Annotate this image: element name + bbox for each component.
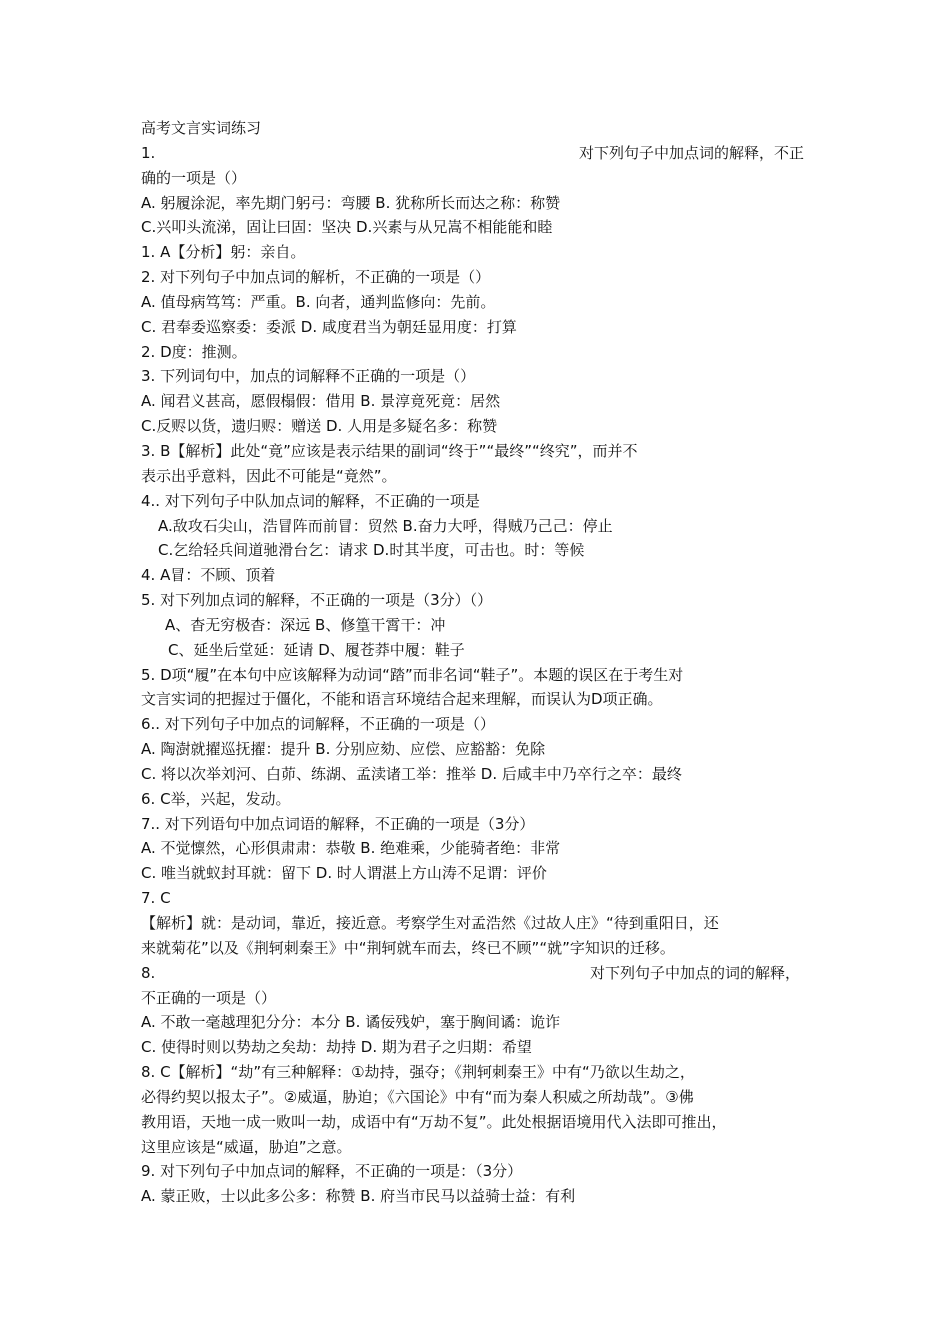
option-line: C、延坐后堂延：延请 D、履苍莽中履：鞋子 <box>168 640 465 659</box>
option-line: C. 君奉委巡察委：委派 D. 咸度君当为朝廷显用度：打算 <box>141 317 517 336</box>
answer-line: 8. C【解析】“劫”有三种解释：①劫持，强夺；《荆轲刺秦王》中有“乃欲以生劫之， <box>141 1063 695 1082</box>
option-line: C.兴叩头流涕，固让曰固：坚决 D.兴素与从兄嵩不相能能和睦 <box>141 218 553 237</box>
text-line: 确的一项是（） <box>141 168 247 187</box>
question-8-header <box>141 961 800 986</box>
answer-line: 3. B【解析】此处“竟”应该是表示结果的副词“终于”“最终”“终究”，而并不 <box>141 441 638 460</box>
answer-line: 表示出乎意料，因此不可能是“竟然”。 <box>141 466 397 485</box>
option-line: C. 唯当就蚁封耳就：留下 D. 时人谓湛上方山涛不足谓：评价 <box>141 864 547 883</box>
option-line: A. 蒙正败，士以此多公多：称赞 B. 府当市民马以益骑士益：有利 <box>141 1187 576 1206</box>
question-line: 9. 对下列句子中加点词的解释，不正确的一项是：（3分） <box>141 1162 523 1181</box>
option-line: A. 闻君义甚高，愿假榻假：借用 B. 景淳竟死竟：居然 <box>141 392 501 411</box>
document-title: 高考文言实词练习 <box>141 119 262 137</box>
answer-line: 这里应该是“威逼，胁迫”之意。 <box>141 1137 352 1156</box>
question-number: 8. <box>141 963 156 982</box>
question-line: 5. 对下列加点词的解释，不正确的一项是（3分）（） <box>141 591 493 610</box>
answer-line: 教用语，天地一成一败叫一劫，成语中有“万劫不复”。此处根据语境用代入法即可推出， <box>141 1112 727 1131</box>
option-line: A、杳无穷极杳：深远 B、修篁干霄干：冲 <box>165 615 446 634</box>
option-line: A. 不敢一毫越理犯分分：本分 B. 谲佞残妒，塞于胸间谲：诡诈 <box>141 1013 561 1032</box>
option-line: C. 将以次举刘河、白茆、练湖、孟渎诸工举：推举 D. 后咸丰中乃卒行之卒：最终 <box>141 764 682 783</box>
answer-line: 7. C <box>141 889 171 908</box>
option-line: A. 值母病笃笃：严重。B. 向者，通判监修向：先前。 <box>141 292 496 311</box>
answer-line: 来就菊花”以及《荆轲刺秦王》中“荆轲就车而去，终已不顾”“就”字知识的迁移。 <box>141 938 675 957</box>
document-body <box>141 116 811 1209</box>
answer-line: 1. A【分析】躬：亲自。 <box>141 243 306 262</box>
option-line: C. 使得时则以势劫之矣劫：劫持 D. 期为君子之归期：希望 <box>141 1038 532 1057</box>
option-line: A. 陶澍就擢巡抚擢：提升 B. 分别应劾、应偿、应豁豁：免除 <box>141 740 546 759</box>
option-line: C.乞给轻兵间道驰滑台乞：请求 D.时其半度，可击也。时：等候 <box>158 541 585 560</box>
option-line: A. 不觉懔然，心形俱肃肃：恭敬 B. 绝难乘，少能骑者绝：非常 <box>141 839 561 858</box>
answer-line: 5. D项“履”在本句中应该解释为动词“踏”而非名词“鞋子”。本题的误区在于考生对 <box>141 665 684 684</box>
option-line: C.反赆以货，遗归赆：赠送 D. 人用是多疑名多：称赞 <box>141 417 498 436</box>
question-line: 3. 下列词句中，加点的词解释不正确的一项是（） <box>141 367 476 386</box>
answer-line: 【解析】就：是动词，靠近，接近意。考察学生对孟浩然《过故人庄》“待到重阳日，还 <box>141 914 719 932</box>
text-line: 不正确的一项是（） <box>141 988 277 1007</box>
question-line: 7.. 对下列语句中加点词语的解释，不正确的一项是（3分） <box>141 814 535 833</box>
option-line: A. 躬履涂泥，率先期门躬弓：弯腰 B. 犹称所长而达之称：称赞 <box>141 193 561 212</box>
question-1-header <box>141 141 804 166</box>
answer-line: 文言实词的把握过于僵化，不能和语言环境结合起来理解，而误认为D项正确。 <box>141 690 663 709</box>
question-line: 4.. 对下列句子中队加点词的解释，不正确的一项是 <box>141 491 480 510</box>
question-prompt: 对下列句子中加点的词的解释， <box>589 963 800 982</box>
answer-line: 2. D度：推测。 <box>141 342 247 361</box>
option-line: A.敌攻石尖山，浩冒阵而前冒：贸然 B.奋力大呼，得贼乃己己：停止 <box>158 516 613 535</box>
answer-line: 4. A冒：不顾、顶着 <box>141 566 276 585</box>
question-prompt: 对下列句子中加点词的解释，不正 <box>578 143 804 162</box>
question-line: 2. 对下列句子中加点词的解析，不正确的一项是（） <box>141 268 491 287</box>
answer-line: 必得约契以报太子”。②威逼，胁迫；《六国论》中有“而为秦人积威之所劫哉”。③佛 <box>141 1087 694 1106</box>
answer-line: 6. C举，兴起，发动。 <box>141 789 291 808</box>
question-number: 1. <box>141 143 156 162</box>
question-line: 6.. 对下列句子中加点的词解释，不正确的一项是（） <box>141 715 495 734</box>
